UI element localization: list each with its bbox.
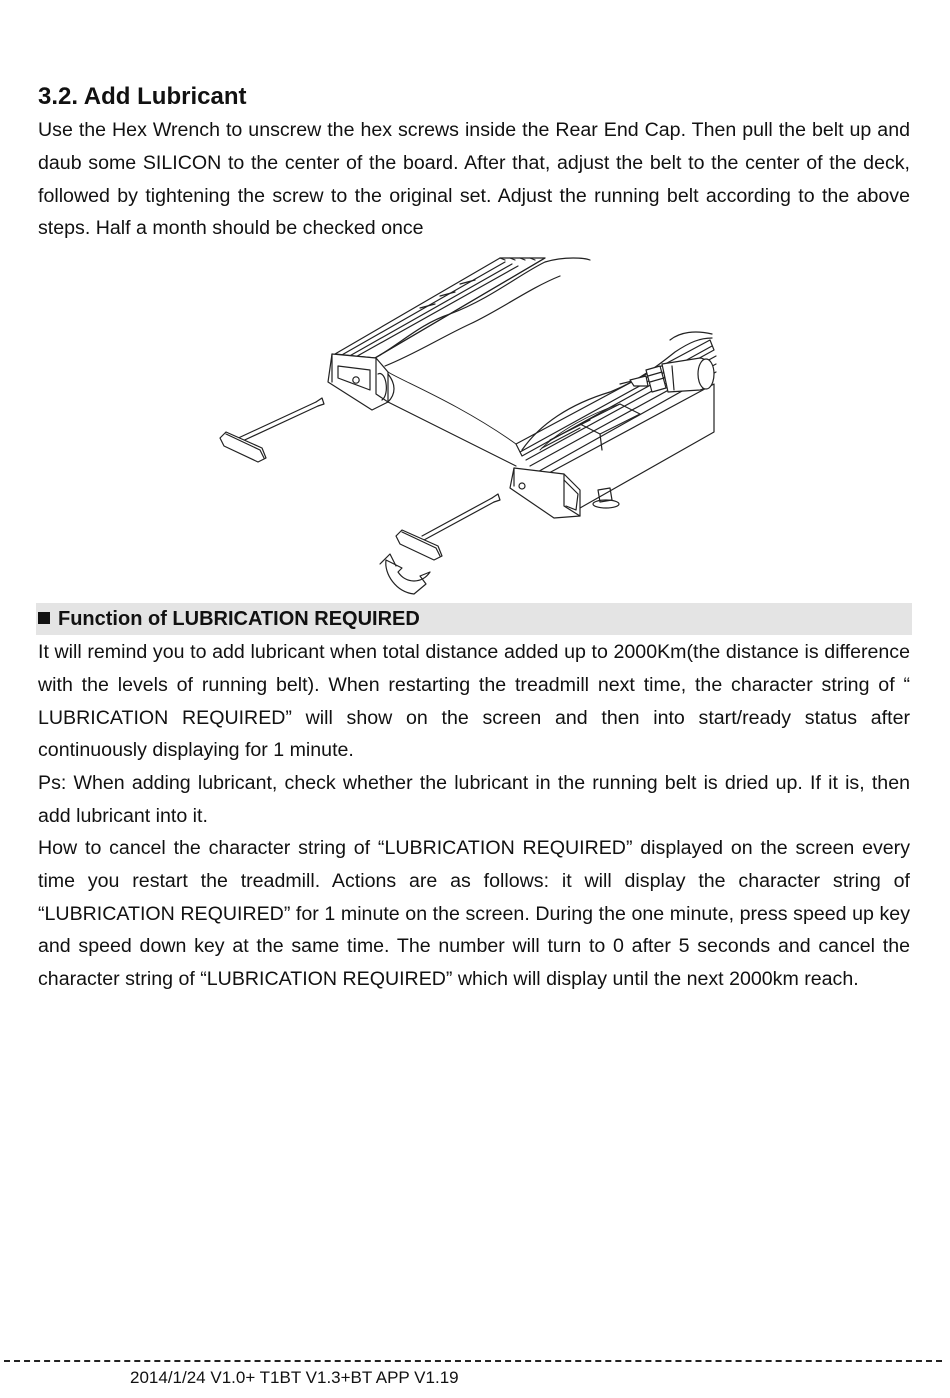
square-bullet-icon: [38, 612, 50, 624]
rotation-arrow-icon: [380, 554, 430, 594]
function-section-title: [38, 603, 420, 635]
cancel-instructions-paragraph: How to cancel the character string of “LUBRICATION REQUIRED” displayed on the screen every time you restart the treadmill. Actions are as follows: it will display the character string of “LUBRICATION REQUIRED” for 1 minute on the screen. During the one minute, press speed up key and speed down key at the same time. The number will turn to 0 after 5 seconds and cancel the character string of “LUBRICATION REQUIRED” which will display until the next 2000km reach.: [38, 837, 910, 991]
lubrication-figure: [200, 254, 760, 600]
footer-divider: [4, 1360, 942, 1362]
intro-paragraph: Use the Hex Wrench to unscrew the hex screws inside the Rear End Cap. Then pull the belt up and daub some SILICON to the center of the board. After that, adjust the belt to the center of the deck, followed by tightening the screw to the original set. Adjust the running belt according to the above steps. Half a month should be checked once: [38, 119, 910, 240]
footer-version: 2014/1/24 V1.0+ T1BT V1.3+BT APP V1.19: [130, 1368, 459, 1387]
reminder-paragraph: It will remind you to add lubricant when total distance added up to 2000Km(the distance is difference with the levels of running belt). When restarting the treadmill next time, the character string of “ LUBRICATION REQUIRED” will show on the screen and then into start/ready status after continuously displaying for 1 minute.: [38, 641, 910, 762]
section-heading: 3.2. Add Lubricant: [38, 83, 247, 110]
function-section-title-text: Function of LUBRICATION REQUIRED: [58, 608, 420, 630]
ps-note-paragraph: Ps: When adding lubricant, check whether the lubricant in the running belt is dried up. If it is, then add lubricant into it.: [38, 772, 910, 827]
hex-wrench-icon: [220, 398, 500, 560]
